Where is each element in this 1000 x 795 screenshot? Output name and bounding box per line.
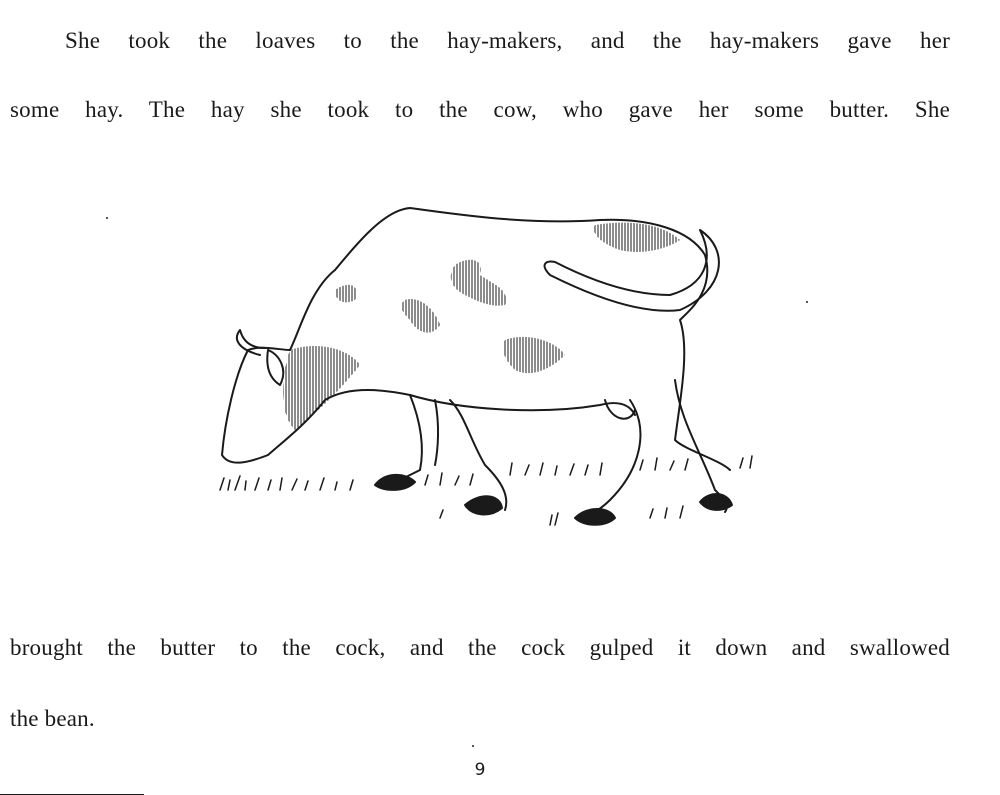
cow-belly [410, 395, 635, 415]
grass-tuft [220, 476, 353, 490]
grass-tuft [510, 463, 602, 475]
print-speck [806, 301, 808, 303]
cow-ear [267, 350, 283, 385]
cow-hoof [575, 509, 615, 525]
cow-front-leg-right [450, 400, 506, 510]
text-line-2: some hay. The hay she took to the cow, who gave her some butter. She [10, 97, 950, 122]
grass-tuft [640, 456, 752, 470]
cow-illustration [210, 200, 770, 540]
cow-spot [451, 260, 506, 306]
cow-spot [503, 337, 565, 373]
cow-horn [237, 330, 265, 355]
text-line-4: the bean. [10, 706, 95, 731]
text-line-3: brought the butter to the cock, and the cock gulped it down and swallowed [10, 635, 950, 660]
cow-spot [283, 346, 360, 430]
grass-tuft [425, 473, 473, 485]
cow-front-leg-left [400, 395, 422, 480]
cow-hoof [465, 496, 502, 514]
cow-front-leg-inner [435, 400, 438, 465]
cow-spot [335, 285, 356, 303]
cow-spot [401, 299, 440, 333]
cow-hoof [375, 475, 415, 490]
text-line-1: She took the loaves to the hay-makers, and the hay-makers gave her [65, 28, 950, 53]
print-speck [472, 745, 474, 747]
cow-hind-leg-left [585, 400, 640, 518]
page-number: 9 [474, 760, 486, 780]
cow-hoof [700, 494, 732, 510]
print-speck [106, 217, 108, 219]
